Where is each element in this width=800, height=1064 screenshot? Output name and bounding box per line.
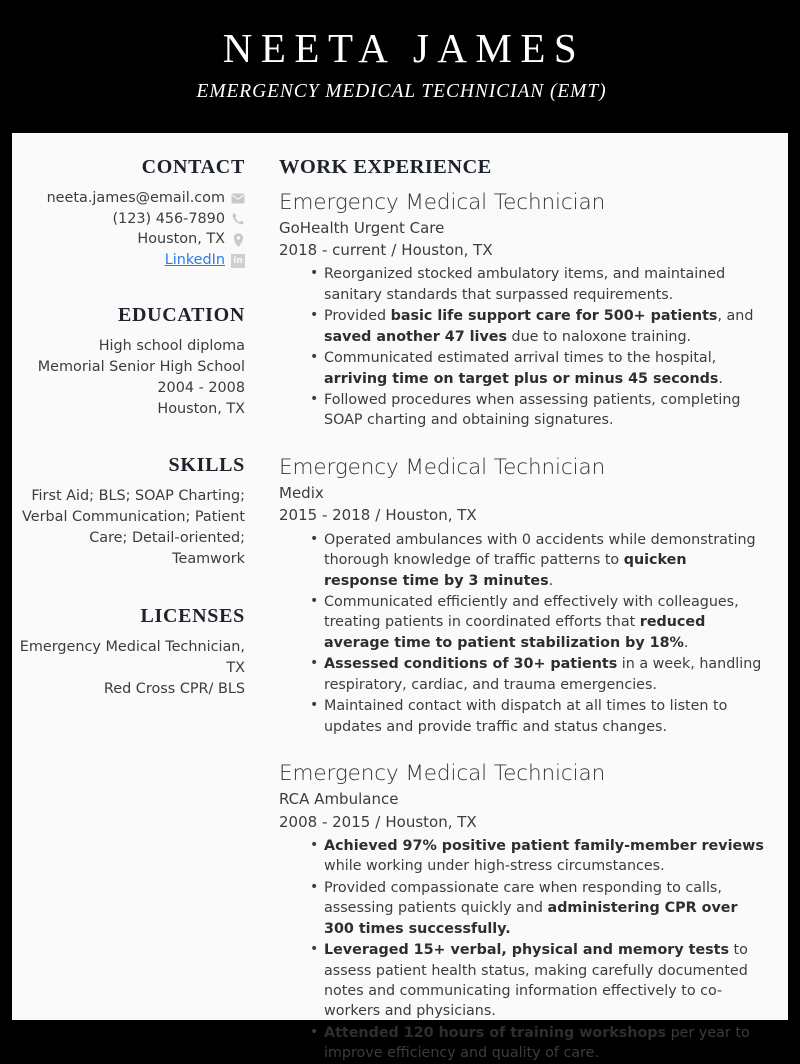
work-experience-entry [279,190,764,431]
job-dates-location [279,812,764,833]
job-dates-location [279,505,764,526]
sidebar-heading-skills: SKILLS [168,454,245,477]
sidebar-section-skills [12,453,245,570]
sidebar-section-education [12,303,245,420]
job-bullet-item [310,940,764,1022]
contact-location-text: Houston, TX [137,231,225,248]
bullet-emphasis: Attended 120 hours of training workshops [324,1024,667,1041]
bullet-text: Followed procedures when assessing patients, completing SOAP charting and obtaining signatures. [324,392,741,429]
bullet-text: . [718,370,723,387]
sidebar-spacer [12,421,245,453]
job-bullet-item [310,696,764,737]
job-meta-separator: / [375,506,381,525]
candidate-job-title: EMERGENCY MEDICAL TECHNICIAN (EMT) [196,81,607,103]
job-dates: 2018 - current [279,241,387,260]
bullet-text: Communicated efficiently and effectively with colleagues, treating patients in coordinated efforts that [324,594,739,631]
map-pin-icon [231,233,245,247]
sidebar-spacer [12,572,245,604]
job-bullet-item [310,836,764,877]
job-dates: 2015 - 2018 [279,506,371,525]
education-location: Houston, TX [157,400,245,417]
sidebar-heading-contact: CONTACT [141,156,245,178]
bullet-text: Provided [324,308,391,325]
sidebar-spacer [12,273,245,303]
education-school: Memorial Senior High School [37,358,245,375]
contact-phone-text: (123) 456-7890 [112,210,225,227]
job-company: GoHealth Urgent Care [279,218,445,237]
job-dates-location [279,240,764,261]
job-title: Emergency Medical Technician [279,454,606,480]
job-bullet-item [310,654,764,695]
bullet-text: . [548,572,554,589]
candidate-name: NEETA JAMES [222,25,586,71]
job-meta-separator: / [391,241,397,260]
page-sheet [12,133,788,1062]
job-title: Emergency Medical Technician [279,761,606,787]
job-location: Houston, TX [385,812,477,831]
bullet-text: due to naloxone training. [506,328,692,345]
contact-item-phone [12,209,245,230]
contact-item-location [12,229,245,250]
bullet-emphasis: arriving time on target plus or minus 45 seconds [324,370,719,387]
job-spacer [279,747,764,761]
job-bullet-item [310,348,764,389]
bullet-emphasis: basic life support care for 500+ patients [390,308,718,325]
bullet-text: . [683,634,689,651]
sidebar-heading-licenses: LICENSES [140,604,245,627]
sidebar-section-licenses [12,604,245,700]
work-experience-entry [279,761,764,1064]
bullet-text: Maintained contact with dispatch at all times to listen to updates and provide traffic and status changes. [324,698,728,735]
bullet-emphasis: saved another 47 lives [324,328,507,345]
bullet-emphasis: administering CPR over 300 times successfully. [324,900,738,937]
bullet-text: while working under high-stress circumstances. [324,858,665,875]
work-experience-entry [279,455,764,737]
job-bullet-item [310,390,764,431]
job-spacer [279,441,764,455]
bullet-emphasis: Leveraged 15+ verbal, physical and memory tests [324,942,729,959]
job-bullet-item [310,878,764,939]
job-company: RCA Ambulance [279,790,399,809]
envelope-icon [231,191,245,205]
job-meta-separator: / [375,812,381,831]
job-bullet-item [310,264,764,305]
linkedin-link[interactable]: LinkedIn [164,252,225,269]
license-item-emt: Emergency Medical Technician, TX [19,638,245,676]
bullet-text: , and [717,308,754,325]
bullet-text: Reorganized stocked ambulatory items, and maintained sanitary standards that surpassed requirements. [324,266,726,303]
bullet-emphasis: reduced average time to patient stabilization by 18% [324,614,706,651]
bullet-text: to assess patient health status, making carefully documented notes and communicating information effectively to co-workers and physicians. [324,942,748,1020]
job-company: Medix [279,484,324,503]
bullet-emphasis: Achieved 97% positive patient family-member reviews [324,837,764,854]
contact-email-text: neeta.james@email.com [46,190,225,206]
bullet-emphasis: Assessed conditions of 30+ patients [324,656,618,673]
section-heading-work-experience: WORK EXPERIENCE [279,156,492,178]
work-experience-list [279,190,764,1064]
sidebar-heading-education: EDUCATION [117,303,245,326]
license-item-cpr: Red Cross CPR/ BLS [103,680,245,697]
resume-header [0,0,800,133]
bullet-text: in a week, handling respiratory, cardiac, and trauma emergencies. [324,656,762,693]
job-bullet-list [279,530,764,737]
job-location: Houston, TX [385,506,477,525]
job-bullet-item [310,1023,764,1064]
job-title: Emergency Medical Technician [279,189,606,215]
sidebar-section-contact [12,155,245,271]
contact-item-email [12,188,245,209]
bullet-text: Provided compassionate care when responding to calls, assessing patients quickly and [324,879,722,917]
education-degree: High school diploma [98,337,245,354]
job-location: Houston, TX [401,241,493,260]
page-sheet-wrapper [0,133,800,1062]
contact-item-linkedin[interactable] [12,250,245,271]
skills-list: First Aid; BLS; SOAP Charting; Verbal Communication; Patient Care; Detail-oriented; Teamwork [22,488,245,568]
linkedin-icon: in [231,254,245,268]
bullet-text: per year to improve efficiency and quality of care. [324,1024,750,1062]
job-bullet-list [279,264,764,431]
job-dates: 2008 - 2015 [279,812,371,831]
sidebar-column [12,133,245,1020]
job-bullet-list [279,836,764,1064]
education-dates: 2004 - 2008 [157,379,245,396]
bullet-text: Communicated estimated arrival times to the hospital, [324,350,717,367]
job-bullet-item [310,306,764,347]
bullet-emphasis: quicken response time by 3 minutes [324,552,687,589]
main-column [245,133,788,1062]
job-bullet-item [310,530,764,591]
phone-icon [231,212,245,226]
bullet-text: Operated ambulances with 0 accidents while demonstrating thorough knowledge of traffic patterns to [324,531,756,569]
job-bullet-item [310,592,764,653]
